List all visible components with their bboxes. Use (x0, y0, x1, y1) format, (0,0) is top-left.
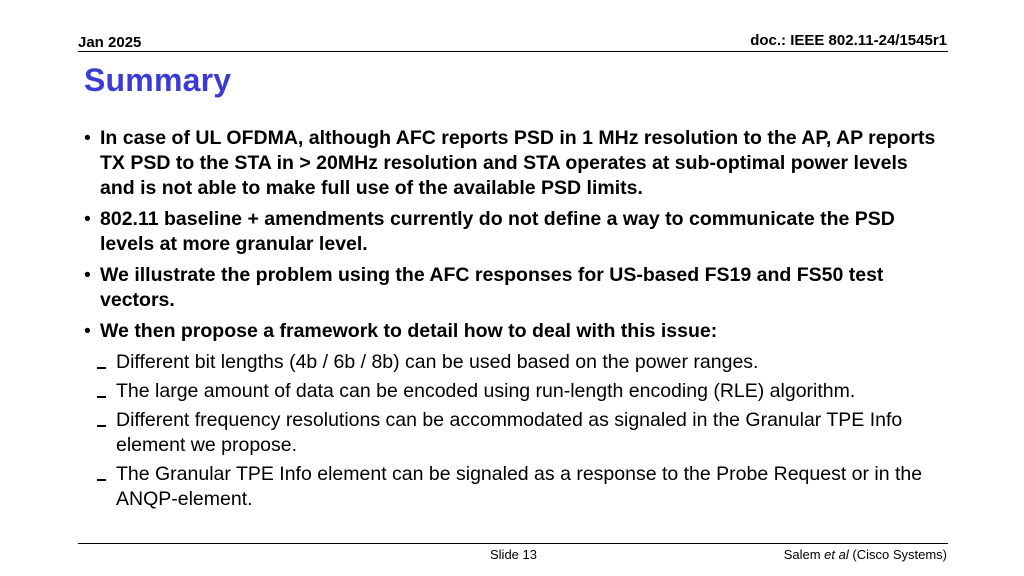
sub-bullet-item: The Granular TPE Info element can be signaled as a response to the Probe Request or in the ANQP-element. (84, 462, 944, 512)
author-org: (Cisco Systems) (852, 547, 947, 562)
footer-divider (78, 543, 948, 544)
slide-body (84, 126, 944, 516)
bullet-item: • In case of UL OFDMA, although AFC reports PSD in 1 MHz resolution to the AP, AP reports TX PSD to the STA in > 20MHz resolution and STA operates at sub-optimal power levels and is not able to make full use of the available PSD limits. (84, 126, 944, 201)
slide-number: Slide 13 (490, 547, 537, 562)
author-name: Salem (783, 547, 821, 562)
bullet-item: • 802.11 baseline + amendments currently do not define a way to communicate the PSD levels at more granular level. (84, 207, 944, 257)
sub-bullet-item: The large amount of data can be encoded using run-length encoding (RLE) algorithm. (84, 379, 944, 404)
sub-bullet-item: Different frequency resolutions can be accommodated as signaled in the Granular TPE Info element we propose. (84, 408, 944, 458)
bullet-item: • We then propose a framework to detail how to deal with this issue: (84, 319, 944, 344)
header-doc-id: doc.: IEEE 802.11-24/1545r1 (750, 32, 947, 49)
sub-bullet-item: Different bit lengths (4b / 6b / 8b) can be used based on the power ranges. (84, 350, 944, 375)
header-divider (78, 51, 948, 52)
header-date: Jan 2025 (78, 34, 142, 51)
author-etal: et al (824, 547, 849, 562)
footer-author (784, 547, 947, 562)
bullet-item: • We illustrate the problem using the AFC responses for US-based FS19 and FS50 test vectors. (84, 263, 944, 313)
slide-title: Summary (84, 62, 232, 98)
